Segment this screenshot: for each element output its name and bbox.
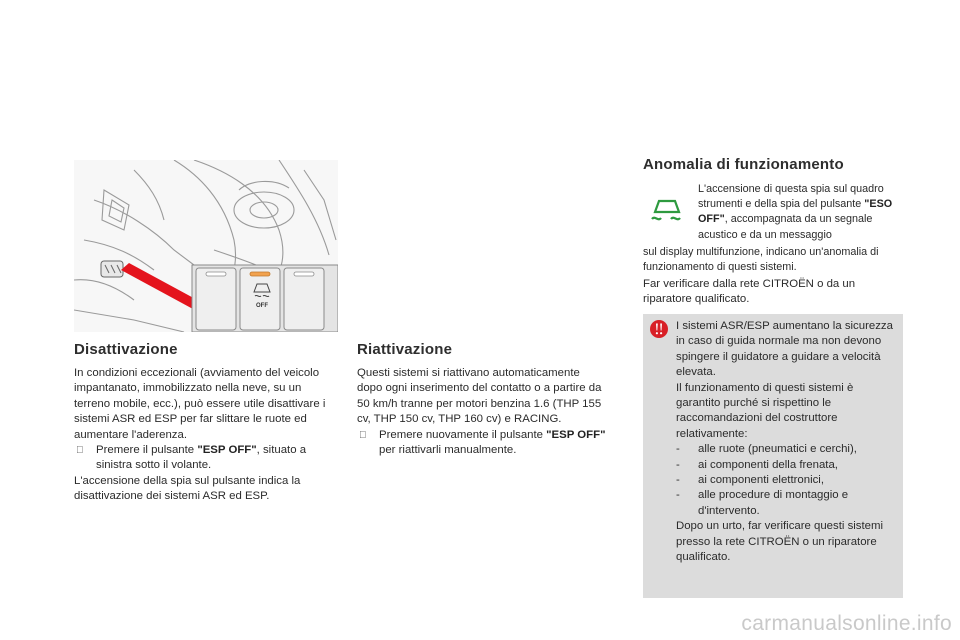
esp-button-illustration	[74, 160, 338, 332]
list-item	[676, 473, 898, 488]
riattivazione-bullet	[357, 428, 607, 459]
esp-skid-icon	[648, 197, 686, 223]
heading-anomalia: Anomalia di funzionamento	[643, 156, 844, 173]
arrow-bullet-icon	[76, 443, 84, 458]
warning-exclamation-icon	[650, 320, 668, 338]
riattivazione-text: Questi sistemi si riattivano automaticamente dopo ogni inserimento del contatto o a partire da 50 km/h tranne per motori benzina 1.6 (THP 155 cv, THP 150 cv, THP 160 cv) e RACING.	[357, 367, 602, 426]
anomalia-text-a: L'accensione di questa spia sul quadro strumenti e della spia del pulsante	[698, 183, 884, 211]
bullet-text: Premere nuovamente il pulsante	[379, 428, 547, 441]
bullet-text: Premere il pulsante	[96, 444, 198, 457]
anomalia-text-b: , accompagnata da un segnale acustico e da un messaggio	[698, 213, 873, 241]
dash-mark: -	[676, 489, 680, 502]
bullet-text-end: , situato a sinistra sotto il volante.	[96, 444, 307, 472]
anomalia-text-bold: "ESO OFF"	[698, 198, 893, 226]
anomalia-icon-text	[698, 182, 904, 243]
heading-disattivazione: Disattivazione	[74, 341, 178, 358]
bullet-text-end: per riattivarli manualmente.	[379, 444, 517, 457]
dash-mark: -	[676, 474, 680, 487]
heading-riattivazione: Riattivazione	[357, 341, 453, 358]
list-item-text: alle ruote (pneumatici e cerchi),	[698, 443, 857, 456]
switch-panel	[192, 265, 338, 332]
warning-panel	[643, 314, 903, 598]
dash-mark: -	[676, 458, 680, 471]
off-label: OFF	[256, 303, 268, 309]
watermark: carmanualsonline.info	[741, 612, 952, 635]
warning-p3: Dopo un urto, far verificare questi sistemi presso la rete CITROËN o un riparatore qualificato.	[676, 520, 884, 564]
list-item	[676, 458, 898, 473]
section-disattivazione	[74, 341, 340, 505]
disattivazione-bullet	[74, 443, 340, 474]
dash-mark: -	[676, 443, 680, 456]
list-item-text: ai componenti della frenata,	[698, 458, 838, 471]
arrow-bullet-icon	[359, 428, 367, 443]
warning-p2: Il funzionamento di questi sistemi è garantito purché si rispettino le raccomandazioni del costruttore relativamente:	[676, 381, 854, 440]
disattivazione-note: L'accensione della spia sul pulsante indica la disattivazione dei sistemi ASR ed ESP.	[74, 474, 301, 503]
list-item-text: alle procedure di montaggio e d'intervento.	[698, 489, 849, 517]
anomalia-cont: sul display multifunzione, indicano un'anomalia di funzionamento di questi sistemi.	[643, 246, 879, 274]
list-item	[676, 488, 898, 519]
bullet-bold: "ESP OFF"	[197, 444, 257, 457]
warning-content	[676, 319, 898, 566]
bullet-bold: "ESP OFF"	[546, 428, 606, 441]
section-anomalia	[643, 156, 905, 173]
dashboard-drawing	[74, 160, 338, 332]
list-item-text: ai componenti elettronici,	[698, 474, 824, 487]
warning-p1: I sistemi ASR/ESP aumentano la sicurezza in caso di guida normale ma non devono spingere il guidatore a guidare a velocità elevata.	[676, 320, 893, 379]
disattivazione-text: In condizioni eccezionali (avviamento del veicolo impantanato, immobilizzato nella neve, su un terreno mobile, ecc.), può essere utile disattivare i sistemi ASR ed ESP per far slittare le ruote ed aumentare l'aderenza.	[74, 367, 326, 441]
section-riattivazione	[357, 341, 607, 458]
small-esp-button-icon	[101, 261, 123, 277]
anomalia-p2: Far verificare dalla rete CITROËN o da un riparatore qualificato.	[643, 278, 856, 306]
list-item	[676, 442, 898, 457]
